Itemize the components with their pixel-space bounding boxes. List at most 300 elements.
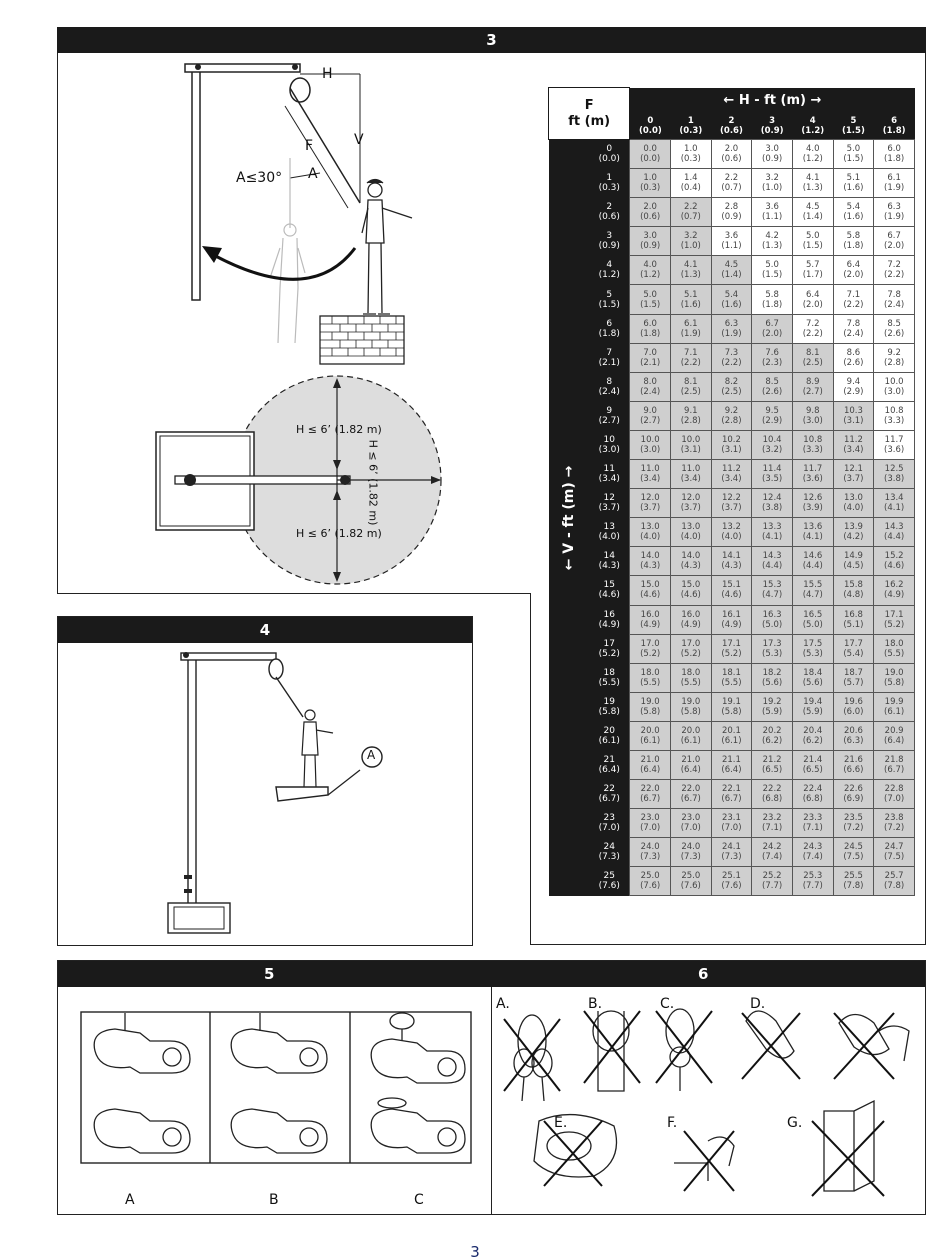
cell-value: 16.0: [681, 609, 701, 620]
cell-value: 7.3: [724, 347, 739, 358]
table-cell: [874, 605, 915, 634]
table-cell: [752, 576, 793, 605]
cell-metric: (4.6): [640, 590, 661, 601]
v-row-value: 17: [603, 638, 615, 649]
cell-metric: (4.9): [680, 619, 701, 630]
cell-value: 11.7: [884, 434, 904, 445]
cell-value: 5.0: [765, 260, 779, 271]
table-cell: [833, 372, 874, 401]
v-row-metric: (4.3): [598, 561, 620, 572]
table-cell: [792, 430, 833, 459]
cell-metric: (5.6): [762, 677, 783, 688]
cell-value: 10.0: [884, 376, 904, 387]
cell-value: 15.0: [681, 580, 701, 591]
panel-3-border-divider: [530, 593, 531, 945]
table-cell: [792, 547, 833, 576]
v-row-metric: (2.7): [598, 415, 620, 426]
cell-value: 19.0: [640, 696, 660, 707]
table-cell: [711, 430, 752, 459]
table-cell: [833, 285, 874, 314]
cell-metric: (0.3): [680, 154, 701, 165]
cell-value: 4.1: [684, 260, 698, 271]
v-row-value: 6: [606, 318, 613, 329]
cell-metric: (7.1): [802, 823, 823, 834]
panel-5-label-b: B: [269, 1192, 279, 1208]
cell-metric: (7.0): [680, 823, 701, 834]
cell-metric: (6.7): [884, 765, 905, 776]
cell-value: 14.3: [884, 522, 904, 533]
cell-metric: (4.7): [762, 590, 783, 601]
v-row-value: 20: [603, 725, 615, 736]
cell-value: 16.8: [843, 609, 863, 620]
cell-value: 6.3: [887, 202, 901, 213]
v-row-header: [589, 867, 630, 896]
cell-value: 0.0: [643, 144, 657, 155]
cell-value: 10.8: [884, 405, 904, 416]
table-cell: [752, 489, 793, 518]
table-cell: [833, 838, 874, 867]
table-row: [549, 692, 915, 721]
v-row-header: [589, 547, 630, 576]
cell-value: 11.7: [803, 464, 823, 475]
table-cell: [670, 343, 711, 372]
table-cell: [711, 198, 752, 227]
table-corner: [549, 88, 630, 140]
cell-metric: (7.4): [802, 852, 823, 863]
table-cell: [874, 256, 915, 285]
panel-6-title: 6: [698, 965, 709, 983]
table-cell: [670, 140, 711, 169]
table-cell: [874, 489, 915, 518]
table-cell: [670, 867, 711, 896]
cell-metric: (5.5): [721, 677, 742, 688]
cell-value: 20.2: [762, 725, 782, 736]
cell-value: 24.1: [721, 842, 741, 853]
cell-metric: (2.2): [680, 357, 701, 368]
cell-metric: (4.0): [680, 532, 701, 543]
cell-metric: (1.5): [640, 299, 661, 310]
cell-value: 7.1: [684, 347, 698, 358]
cell-metric: (2.0): [762, 328, 783, 339]
panel-6-label-e: E.: [554, 1115, 568, 1131]
v-row-metric: (0.6): [598, 212, 620, 223]
cell-value: 12.4: [762, 493, 782, 504]
cell-value: 6.4: [846, 260, 861, 271]
table-cell: [630, 547, 671, 576]
v-row-value: 3: [606, 231, 613, 242]
table-cell: [792, 227, 833, 256]
v-row-header: [589, 256, 630, 285]
panel-5-label-c: C: [414, 1192, 424, 1208]
cell-metric: (2.4): [884, 299, 905, 310]
v-row-value: 7: [606, 347, 613, 358]
v-row-header: [589, 285, 630, 314]
cell-value: 4.2: [765, 231, 779, 242]
table-cell: [711, 721, 752, 750]
cell-metric: (5.5): [884, 648, 905, 659]
cell-value: 8.6: [846, 347, 861, 358]
cell-value: 20.0: [640, 725, 660, 736]
cell-metric: (2.6): [843, 357, 864, 368]
cell-metric: (7.7): [762, 881, 783, 892]
table-cell: [752, 780, 793, 809]
cell-metric: (2.0): [884, 241, 905, 252]
table-cell: [630, 721, 671, 750]
cell-metric: (4.4): [884, 532, 905, 543]
v-header-text: ← V - ft (m) →: [560, 465, 577, 571]
v-row-header: [589, 518, 630, 547]
v-row-header: [589, 721, 630, 750]
cell-value: 5.1: [684, 289, 698, 300]
table-cell: [874, 430, 915, 459]
table-cell: [670, 401, 711, 430]
v-row-header: [589, 372, 630, 401]
h-col-header: [874, 114, 915, 140]
table-cell: [752, 198, 793, 227]
cell-metric: (0.0): [640, 154, 661, 165]
table-cell: [874, 838, 915, 867]
cell-value: 23.2: [762, 813, 782, 824]
table-row: [549, 838, 915, 867]
cell-value: 5.8: [765, 289, 779, 300]
cell-value: 13.0: [681, 522, 701, 533]
table-cell: [630, 372, 671, 401]
table-row: [549, 518, 915, 547]
cell-metric: (4.3): [721, 561, 742, 572]
cell-value: 22.0: [640, 784, 660, 795]
panels-5-6: [57, 960, 926, 1215]
table-cell: [833, 663, 874, 692]
cell-value: 11.2: [721, 464, 741, 475]
table-cell: [874, 169, 915, 198]
panel-3-title: 3: [57, 27, 926, 53]
table-cell: [752, 867, 793, 896]
cell-value: 23.3: [803, 813, 823, 824]
cell-metric: (1.8): [884, 154, 905, 165]
cell-value: 22.8: [884, 784, 904, 795]
v-row-metric: (4.6): [598, 590, 620, 601]
cell-metric: (3.6): [802, 474, 823, 485]
table-cell: [630, 518, 671, 547]
cell-value: 24.7: [884, 842, 904, 853]
cell-value: 8.1: [806, 347, 820, 358]
cell-metric: (1.2): [640, 270, 661, 281]
cell-value: 7.8: [887, 289, 901, 300]
cell-metric: (4.8): [843, 590, 864, 601]
cell-metric: (3.4): [721, 474, 742, 485]
v-row-header: [589, 401, 630, 430]
cell-value: 2.2: [684, 202, 698, 213]
table-row: [549, 809, 915, 838]
table-cell: [752, 285, 793, 314]
panel-6-label-c: C.: [660, 996, 675, 1012]
panel-4-title: 4: [58, 617, 472, 643]
v-row-metric: (0.0): [598, 154, 620, 165]
cell-value: 6.1: [684, 318, 698, 329]
table-cell: [874, 198, 915, 227]
cell-metric: (7.3): [640, 852, 661, 863]
cell-value: 20.0: [681, 725, 701, 736]
cell-value: 8.0: [643, 376, 657, 387]
table-cell: [874, 401, 915, 430]
cell-value: 3.6: [724, 231, 739, 242]
cell-value: 23.0: [640, 813, 660, 824]
v-row-value: 8: [606, 376, 613, 387]
cell-value: 6.0: [643, 318, 657, 329]
cell-value: 5.8: [846, 231, 861, 242]
cell-value: 17.7: [843, 638, 863, 649]
cell-metric: (0.6): [640, 212, 661, 223]
cell-metric: (5.8): [680, 706, 701, 717]
table-cell: [833, 227, 874, 256]
cell-value: 20.1: [721, 725, 741, 736]
cell-value: 7.2: [806, 318, 820, 329]
table-cell: [670, 227, 711, 256]
cell-value: 22.4: [803, 784, 823, 795]
cell-value: 14.6: [803, 551, 823, 562]
cell-value: 2.2: [724, 173, 739, 184]
h-col-value: 6: [891, 116, 898, 127]
h-col-value: 2: [728, 116, 735, 127]
label-f: F: [305, 138, 314, 154]
cell-value: 1.4: [684, 173, 698, 184]
v-row-metric: (6.7): [598, 794, 620, 805]
cell-metric: (3.6): [884, 444, 905, 455]
table-cell: [630, 460, 671, 489]
cell-metric: (2.7): [640, 415, 661, 426]
cell-metric: (3.4): [843, 444, 864, 455]
cell-metric: (6.3): [843, 735, 864, 746]
v-row-value: 0: [606, 144, 613, 155]
table-cell: [833, 401, 874, 430]
cell-value: 4.5: [724, 260, 739, 271]
cell-value: 25.0: [640, 871, 660, 882]
cell-metric: (7.0): [721, 823, 742, 834]
table-cell: [833, 256, 874, 285]
table-cell: [630, 140, 671, 169]
v-row-metric: (2.1): [598, 357, 620, 368]
table-cell: [833, 430, 874, 459]
h-col-metric: (1.2): [801, 126, 825, 137]
cell-value: 14.3: [762, 551, 782, 562]
table-cell: [670, 198, 711, 227]
cell-metric: (3.7): [640, 503, 661, 514]
cell-value: 1.0: [684, 144, 698, 155]
cell-metric: (5.8): [640, 706, 661, 717]
table-cell: [874, 809, 915, 838]
table-cell: [711, 343, 752, 372]
cell-value: 17.1: [884, 609, 904, 620]
cell-value: 17.5: [803, 638, 823, 649]
cell-value: 25.5: [843, 871, 863, 882]
table-cell: [670, 489, 711, 518]
cell-value: 3.2: [765, 173, 779, 184]
table-cell: [792, 314, 833, 343]
v-row-header: [589, 430, 630, 459]
label-a: A: [308, 166, 318, 182]
panel-6-label-g: G.: [787, 1115, 803, 1131]
cell-metric: (7.2): [843, 823, 864, 834]
cell-metric: (5.2): [884, 619, 905, 630]
cell-metric: (3.3): [884, 415, 905, 426]
cell-metric: (4.9): [640, 619, 661, 630]
cell-value: 9.4: [846, 376, 861, 387]
cell-metric: (6.7): [680, 794, 701, 805]
cell-value: 23.5: [843, 813, 863, 824]
cell-metric: (5.2): [721, 648, 742, 659]
table-cell: [752, 838, 793, 867]
cell-value: 3.0: [643, 231, 657, 242]
cell-metric: (4.9): [884, 590, 905, 601]
cell-metric: (5.0): [802, 619, 823, 630]
cell-metric: (5.1): [843, 619, 864, 630]
cell-metric: (2.5): [721, 386, 742, 397]
cell-metric: (1.3): [762, 241, 783, 252]
cell-value: 5.0: [643, 289, 657, 300]
table-cell: [874, 343, 915, 372]
cell-metric: (0.3): [640, 183, 661, 194]
cell-value: 17.1: [721, 638, 741, 649]
table-row: [549, 285, 915, 314]
label-angle: A≤30°: [236, 170, 283, 186]
table-cell: [833, 721, 874, 750]
cell-value: 10.0: [681, 434, 701, 445]
table-cell: [833, 750, 874, 779]
table-cell: [630, 343, 671, 372]
cell-metric: (2.8): [721, 415, 742, 426]
table-cell: [792, 780, 833, 809]
cell-metric: (7.6): [721, 881, 742, 892]
cell-metric: (1.1): [721, 241, 742, 252]
table-cell: [670, 256, 711, 285]
cell-metric: (2.2): [721, 357, 742, 368]
label-v: V: [354, 132, 364, 148]
v-row-metric: (5.5): [598, 677, 620, 688]
v-row-value: 25: [603, 871, 615, 882]
cell-metric: (1.9): [680, 328, 701, 339]
cell-value: 2.0: [643, 202, 657, 213]
cell-value: 7.6: [765, 347, 779, 358]
cell-metric: (5.8): [721, 706, 742, 717]
table-cell: [792, 838, 833, 867]
cell-value: 24.3: [803, 842, 823, 853]
cell-value: 23.8: [884, 813, 904, 824]
cell-value: 9.2: [724, 405, 739, 416]
cell-metric: (5.8): [884, 677, 905, 688]
table-cell: [711, 547, 752, 576]
cell-metric: (1.9): [884, 212, 905, 223]
cell-metric: (2.0): [843, 270, 864, 281]
v-row-value: 9: [606, 405, 613, 416]
table-cell: [833, 547, 874, 576]
table-cell: [874, 227, 915, 256]
table-cell: [752, 721, 793, 750]
v-row-metric: (3.4): [598, 474, 620, 485]
cell-metric: (7.5): [843, 852, 864, 863]
v-row-metric: (2.4): [598, 386, 620, 397]
cell-metric: (4.1): [884, 503, 905, 514]
cell-metric: (5.9): [762, 706, 783, 717]
h-col-metric: (0.3): [679, 126, 703, 137]
table-cell: [833, 780, 874, 809]
cell-value: 25.0: [681, 871, 701, 882]
cell-value: 6.4: [806, 289, 820, 300]
cell-value: 24.0: [681, 842, 701, 853]
cell-value: 2.8: [724, 202, 739, 213]
cell-metric: (1.9): [884, 183, 905, 194]
table-cell: [670, 372, 711, 401]
v-row-value: 11: [603, 464, 615, 475]
davit-worker-platform-illustration: [148, 645, 408, 941]
table-cell: [711, 750, 752, 779]
table-cell: [630, 692, 671, 721]
table-cell: [833, 518, 874, 547]
table-cell: [792, 256, 833, 285]
cell-value: 8.2: [724, 376, 739, 387]
v-row-header: [589, 750, 630, 779]
table-cell: [752, 140, 793, 169]
v-row-value: 12: [603, 493, 615, 504]
v-row-header: [589, 227, 630, 256]
cell-metric: (1.0): [762, 183, 783, 194]
table-cell: [752, 518, 793, 547]
cell-metric: (6.6): [843, 765, 864, 776]
table-cell: [670, 605, 711, 634]
h-col-header: [752, 114, 793, 140]
cell-metric: (1.5): [843, 154, 864, 165]
cell-value: 15.0: [640, 580, 660, 591]
cell-value: 18.7: [843, 667, 863, 678]
cell-metric: (4.0): [843, 503, 864, 514]
cell-value: 6.1: [887, 173, 901, 184]
cell-metric: (2.3): [762, 357, 783, 368]
cell-metric: (3.1): [721, 444, 742, 455]
cell-value: 6.7: [765, 318, 779, 329]
table-cell: [874, 372, 915, 401]
cell-value: 21.1: [721, 755, 741, 766]
cell-value: 18.0: [681, 667, 701, 678]
cell-value: 12.2: [721, 493, 741, 504]
cell-metric: (3.7): [721, 503, 742, 514]
cell-value: 19.0: [681, 696, 701, 707]
table-cell: [711, 372, 752, 401]
cell-metric: (5.5): [640, 677, 661, 688]
table-cell: [833, 867, 874, 896]
table-cell: [792, 518, 833, 547]
cell-metric: (7.2): [884, 823, 905, 834]
cell-value: 7.8: [846, 318, 861, 329]
cell-metric: (3.9): [802, 503, 823, 514]
cell-value: 11.2: [843, 434, 863, 445]
v-row-value: 21: [603, 755, 615, 766]
table-cell: [874, 518, 915, 547]
cell-metric: (4.6): [721, 590, 742, 601]
cell-metric: (6.4): [884, 735, 905, 746]
cell-value: 13.0: [640, 522, 660, 533]
table-cell: [792, 285, 833, 314]
v-row-header: [589, 343, 630, 372]
table-cell: [711, 460, 752, 489]
v-row-value: 4: [606, 260, 613, 271]
cell-metric: (3.8): [884, 474, 905, 485]
cell-metric: (5.4): [843, 648, 864, 659]
h-col-metric: (1.5): [842, 126, 865, 137]
panel-6-label-b: B.: [588, 996, 603, 1012]
cell-value: 13.4: [884, 493, 904, 504]
cell-value: 21.6: [843, 755, 863, 766]
table-row: [549, 780, 915, 809]
v-row-value: 24: [603, 842, 615, 853]
